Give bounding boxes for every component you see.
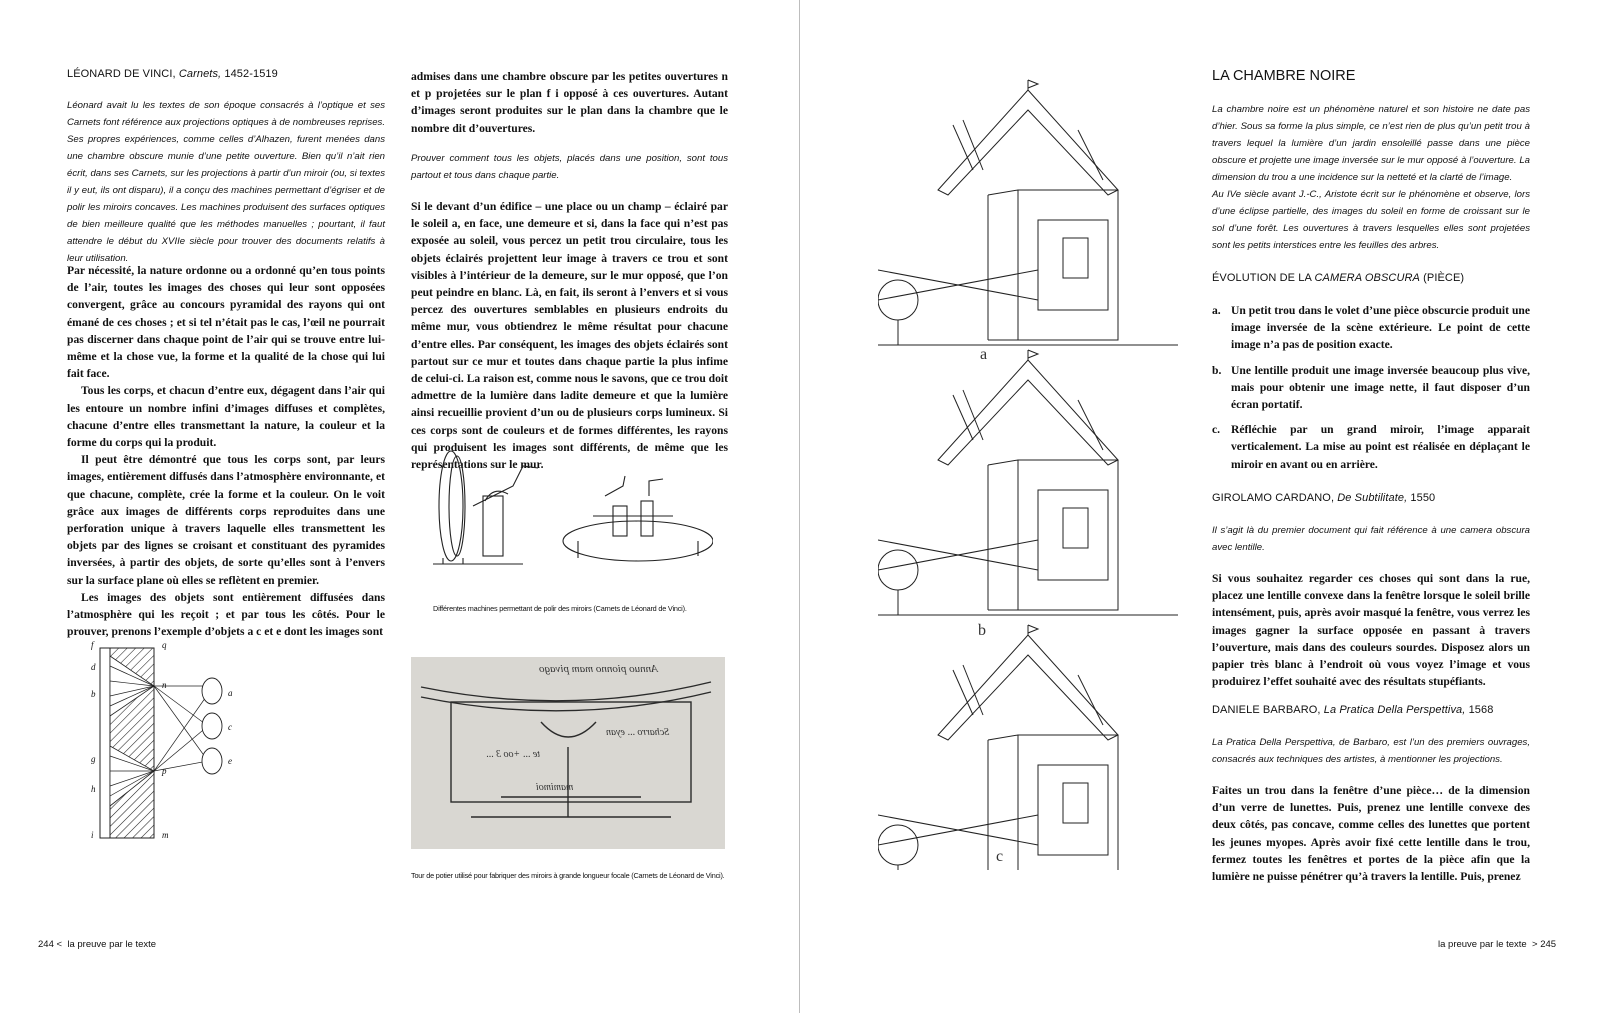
manuscript-line: Annuo pionno mam pivago	[539, 663, 658, 675]
lathe-caption: Tour de potier utilisé pour fabriquer des miroirs à grande longueur focale (Carnets de Léonard de Vinci).	[411, 871, 725, 880]
cardano-heading	[1212, 492, 1435, 504]
list-mark: a.	[1212, 304, 1221, 317]
figure-label: b	[978, 622, 986, 639]
figure-label: c	[996, 848, 1004, 865]
evolution-heading	[1212, 272, 1464, 284]
list-item	[1212, 421, 1530, 473]
potter-lathe-manuscript	[411, 657, 725, 849]
spread-divider	[799, 0, 800, 1013]
diagram-letter: i	[91, 830, 94, 840]
cardano-text: Si vous souhaitez regarder ces choses qui sont dans la rue, placez une lentille convexe dans la fenêtre lorsque le soleil brille intensément, puis, après avoir masqué la fenêtre, vous verrez les images gagner la surface opposée en passant à travers l’ouverture, mais dans des couleurs sourdes. Disposez alors un papier très blanc à l’endroit où vous voyez l’image et vous produirez l’effet souhaité avec des résultats stupéfiants.	[1212, 572, 1530, 689]
cardano-year: 1550	[1410, 492, 1436, 504]
evolution-post: (PIÈCE)	[1423, 272, 1465, 284]
leonardo-intro: Léonard avait lu les textes de son époque consacrés à l’optique et ses Carnets font référence aux projections optiques à de nombreuses reprises. Ses propres expériences, comme celles d’Alhazen, furent menées dans une chambre obscure munie d’une petite ouverture. Bien qu’il n’ait rien écrit, dans ses Carnets, sur les projections à partir d’un miroir (ou, si textes il y eut, ils ont disparu), il a conçu des machines permettant d’égriser et de polir les miroirs concaves. Les machines produisent des surfaces optiques de bien meilleure qualité que les méthodes manuelles ; pourtant, il faut attendre le début du XVIIe siècle pour trouver des documents relatifs à leur utilisation.	[67, 100, 385, 264]
pinhole-diagram	[88, 636, 248, 846]
leonardo-text-col2a: admises dans une chambre obscure par les petites ouvertures n et p projetées sur le plan f i opposé à ces ouvertures. Autant d’images seront produites sur le plan dans la chambre que le nombre dit d’ouvertures.	[411, 70, 728, 135]
footer-arrow: >	[1532, 939, 1538, 950]
leonardo-heading	[67, 68, 387, 80]
leonardo-text-col1	[67, 262, 385, 640]
paragraph: Par nécessité, la nature ordonne ou a ordonné qu’en tous points de l’air, toutes les images des choses qui leur sont opposées convergent, grâce au concours pyramidal des rayons qui ont émané de ces choses ; et si tel n’était pas le cas, l’œil ne pourrait pas discerner dans chaque point de l’air qui se trouve entre lui-même et la chose vue, la forme et la qualité de la chose qui lui fait face.	[67, 264, 385, 381]
right-page-footer	[1438, 939, 1556, 950]
barbaro-year: 1568	[1468, 704, 1494, 716]
intro-paragraph: La chambre noire est un phénomène naturel et son histoire ne date pas d’hier. Sous sa forme la plus simple, ce n’est rien de plus qu’un petit trou à travers lequel la lumière d’un jardin ensoleillé passe dans une pièce obscure et projette une image inversée sur le mur opposé à l’ouverture. La dimension du trou a une incidence sur la netteté et la clarté de l’image.	[1212, 104, 1530, 183]
list-mark: b.	[1212, 363, 1222, 377]
list-item	[1212, 362, 1530, 414]
evolution-list	[1212, 302, 1530, 481]
diagram-letter: p	[162, 766, 167, 776]
barbaro-heading	[1212, 704, 1493, 716]
list-text: Un petit trou dans le volet d’une pièce obscurcie produit une image inversée de la scène extérieure. Le point de cette image n’a pas de position exacte.	[1231, 304, 1530, 352]
list-text: Réfléchie par un grand miroir, l’image apparait verticalement. La mise au point est réalisée en déplaçant le miroir en avant ou en arrière.	[1231, 423, 1530, 471]
diagram-letter: f	[91, 640, 94, 650]
evolution-em: CAMERA OBSCURA	[1314, 272, 1420, 284]
mirror-polishing-machines-illustration	[413, 446, 713, 576]
diagram-letter: e	[228, 756, 232, 766]
left-page-footer	[38, 939, 156, 950]
heading-dates: 1452-1519	[224, 68, 278, 80]
paragraph: Il peut être démontré que tous les corps sont, par leurs images, entièrement diffusés dans l’atmosphère environnante, et que chacune, complète, crée la forme et la couleur. On le voit grâce aux images de différents corps reproduites dans une perforation unique à travers laquelle elles transmettent les objets par des lignes se croisant et constituant des pyramides inversées, à partir des objets, de sorte qu’elles sont à l’envers sur la surface plane où elles se reflètent en premier.	[67, 453, 385, 587]
page-title: LA CHAMBRE NOIRE	[1212, 68, 1356, 84]
diagram-letter: d	[91, 662, 96, 672]
list-mark: c.	[1212, 423, 1221, 437]
diagram-letter: q	[162, 640, 167, 650]
running-title: la preuve par le texte	[1438, 939, 1527, 950]
figure-label: a	[980, 346, 988, 363]
cardano-work: De Subtilitate,	[1337, 492, 1408, 504]
barbaro-author: DANIELE BARBARO,	[1212, 704, 1321, 716]
diagram-letter: g	[91, 754, 96, 764]
page-number: 244	[38, 939, 54, 950]
footer-arrow: <	[56, 939, 63, 950]
machines-caption: Différentes machines permettant de polir des miroirs (Carnets de Léonard de Vinci).	[433, 604, 687, 613]
chambre-noire-intro	[1212, 101, 1530, 254]
list-text: Une lentille produit une image inversée beaucoup plus vive, mais pour obtenir une image nette, il faut disposer d’un écran portatif.	[1231, 363, 1530, 412]
heading-author: LÉONARD DE VINCI,	[67, 68, 176, 80]
camera-obscura-illustrations	[878, 70, 1178, 870]
paragraph: Les images des objets sont entièrement diffusées dans l’atmosphère qui les reçoit ; et par tous les côtés. Pour le prouver, prenons l’exemple d’objets a c et e dont les images sont	[67, 590, 385, 639]
page-number: 245	[1540, 939, 1557, 950]
diagram-letter: c	[228, 722, 232, 732]
diagram-letter: a	[228, 688, 233, 698]
running-title: la preuve par le texte	[67, 939, 157, 950]
cardano-intro: Il s’agit là du premier document qui fait référence à une camera obscura avec lentille.	[1212, 525, 1530, 553]
manuscript-line: mamimoi	[536, 782, 574, 793]
manuscript-line: Scharro ... eyan	[606, 727, 670, 738]
diagram-letter: m	[162, 830, 169, 840]
barbaro-intro: La Pratica Della Perspettiva, de Barbaro, est l’un des premiers ouvrages, consacrés aux techniques des artistes, à mentionner les projections.	[1212, 737, 1530, 765]
cardano-author: GIROLAMO CARDANO,	[1212, 492, 1335, 504]
diagram-letter: n	[162, 680, 167, 690]
barbaro-work: La Pratica Della Perspettiva,	[1323, 704, 1466, 716]
heading-work: Carnets,	[178, 68, 222, 80]
diagram-letter: h	[91, 784, 96, 794]
list-item	[1212, 302, 1530, 354]
leonardo-text-col2b: Si le devant d’un édifice – une place ou un champ – éclairé par le soleil a, en face, une demeure et si, dans la face qui n’est pas exposée au soleil, vous percez un petit trou circulaire, tous les objets éclairés projettent leur image à travers ce trou et sont visibles à l’intérieur de la demeure, sur le mur opposé, que l’on peut peindre en blanc. Là, en fait, ils seront à l’envers et si vous percez des ouvertures semblables en plusieurs endroits du même mur, vous obtiendrez le même résultat pour chacune d’entre elles. Par conséquent, les images des objets éclairés sont partout sur ce mur et toutes dans chaque partie la plus infime de celui-ci. La raison est, comme nous le savons, que ce trou doit admettre de la lumière dans ladite demeure et que la lumière ainsi recueillie provient d’un ou de plusieurs corps lumineux. Si ces corps sont de couleurs et de formes différentes, les rayons qui produisent les images sont différents, de même que les représentations sur le mur.	[411, 200, 728, 472]
evolution-pre: ÉVOLUTION DE LA	[1212, 272, 1312, 284]
leonardo-italic-note: Prouver comment tous les objets, placés dans une position, sont tous partout et tous dans chaque partie.	[411, 153, 728, 181]
manuscript-line: te ... +oo 3 ...	[486, 749, 540, 760]
paragraph: Tous les corps, et chacun d’entre eux, dégagent dans l’air qui les entoure un nombre infini d’images diffuses et complètes, chacune d’entre elles transmettant la nature, la couleur et la forme du corps qui la produit.	[67, 384, 385, 450]
barbaro-text: Faites un trou dans la fenêtre d’une pièce… de la dimension d’un verre de lunettes. Puis, prenez une lentille convexe des deux côtés, pas concave, comme celles des lunettes que portent les jeunes myopes. Après avoir fixé cette lentille dans le trou, fermez toutes les fenêtres et portes de la pièce afin que la lumière ne puisse pénétrer qu’à travers la lentille. Puis, prenez	[1212, 784, 1530, 884]
intro-paragraph: Au IVe siècle avant J.-C., Aristote écrit sur le phénomène et observe, lors d’une éclipse partielle, des images du soleil en forme de croissant sur le sol d’une forêt. Les ouvertures à travers lesquelles elles sont projetées sont les petits interstices entre les feuilles des arbres.	[1212, 189, 1530, 251]
diagram-letter: b	[91, 689, 96, 699]
